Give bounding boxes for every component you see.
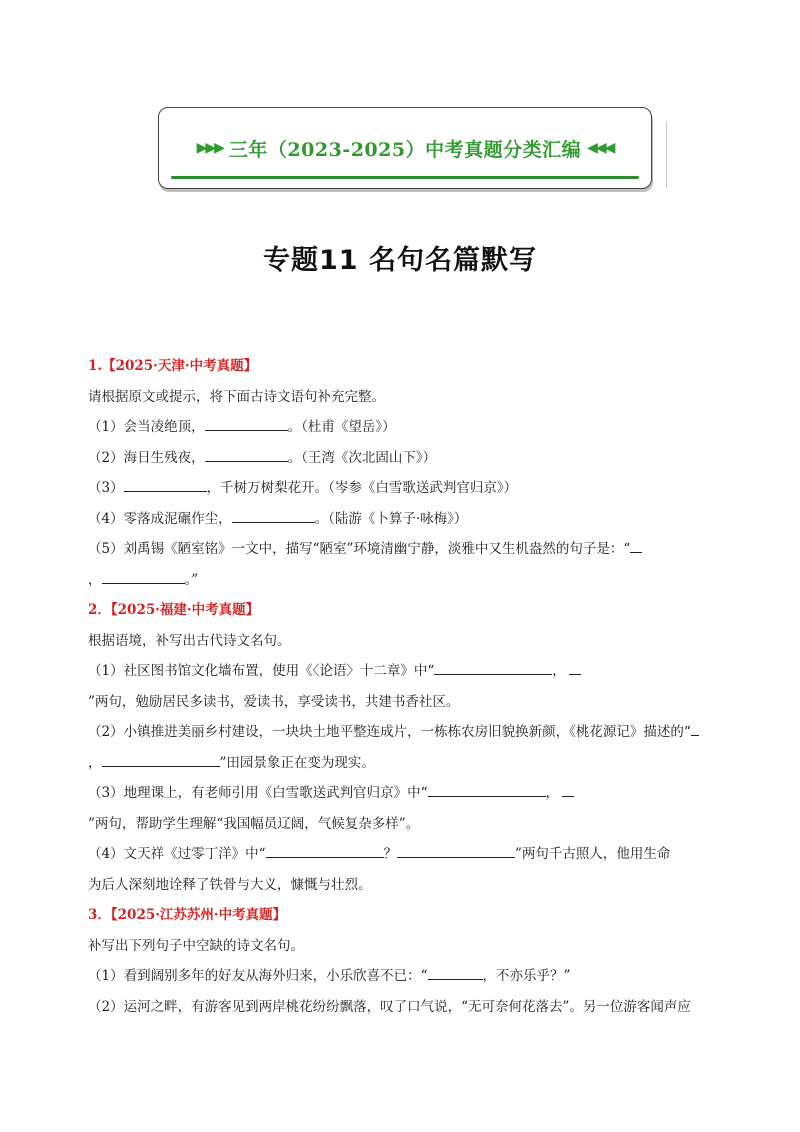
answer-blank[interactable] <box>397 843 515 858</box>
answer-blank[interactable] <box>205 416 288 431</box>
q1-item-5-cont-pre: ， <box>88 571 102 588</box>
q1-instruction: 请根据原文或提示，将下面古诗文语句补充完整。 <box>88 388 385 405</box>
title-banner <box>158 107 652 189</box>
q2-item-3-mid: ， <box>545 785 559 801</box>
banner-text: 三年（2023-2025）中考真题分类汇编 <box>228 138 582 161</box>
answer-blank[interactable] <box>428 965 483 980</box>
q2-item-4-mid: ？ <box>383 846 397 862</box>
banner-edge-divider <box>666 122 667 188</box>
answer-blank[interactable] <box>562 782 574 797</box>
answer-blank[interactable] <box>434 660 552 675</box>
q1-source: 【2025·天津·中考真题】 <box>102 358 258 374</box>
q2-item-2 <box>88 717 728 748</box>
questions-content <box>88 351 728 1022</box>
q3-item-1 <box>88 961 728 992</box>
q2-item-3-pre: （3）地理课上，有老师引用《白雪歌送武判官归京》中“ <box>88 785 428 801</box>
answer-blank[interactable] <box>232 508 315 523</box>
q2-item-4-pre: （4）文天祥《过零丁洋》中“ <box>88 846 266 862</box>
q2-item-4-cont: 为后人深刻地诠释了铁骨与大义，慷慨与壮烈。 <box>88 876 372 893</box>
q2-item-3-cont: ”两句，帮助学生理解“我国幅员辽阔，气候复杂多样”。 <box>88 815 420 832</box>
q1-item-1 <box>88 412 728 443</box>
q1-item-1-pre: （1）会当凌绝顶， <box>88 419 205 435</box>
banner-underline <box>171 176 639 179</box>
q2-item-3 <box>88 778 728 809</box>
q3-item-1-pre: （1）看到阔别多年的好友从海外归来，小乐欣喜不已：“ <box>88 968 428 984</box>
answer-blank[interactable] <box>691 721 699 736</box>
q2-item-4 <box>88 839 728 870</box>
answer-blank[interactable] <box>266 843 384 858</box>
q1-item-3-post: ，千树万树梨花开。（岑参《白雪歌送武判官归京》） <box>206 480 518 496</box>
q1-item-5-pre: （5）刘禹锡《陋室铭》一文中，描写“陋室”环境清幽宁静，淡雅中又生机盎然的句子是：“ <box>88 541 631 557</box>
q2-source: 【2025·福建·中考真题】 <box>110 602 260 618</box>
q2-item-4-post: ”两句千古照人，他用生命 <box>515 846 671 862</box>
answer-blank[interactable] <box>630 538 642 553</box>
q1-item-2 <box>88 443 728 474</box>
q2-item-1-cont: ”两句，勉励居民多读书，爱读书，享受读书，共建书香社区。 <box>88 693 460 710</box>
q2-item-1-pre: （1）社区图书馆文化墙布置，使用《〈论语〉十二章》中“ <box>88 663 435 679</box>
q1-item-4-post: 。（陆游《卜算子·咏梅》） <box>314 510 468 527</box>
answer-blank[interactable] <box>124 477 207 492</box>
q1-item-5 <box>88 534 728 565</box>
q1-item-2-post: 。（王湾《次北固山下》） <box>287 449 437 466</box>
answer-blank[interactable] <box>102 752 220 767</box>
answer-blank[interactable] <box>102 569 185 584</box>
q2-item-1-mid: ， <box>552 663 566 679</box>
q2-number: 2． <box>88 602 111 618</box>
q2-item-2-cont-post: ”田园景象正在变为现实。 <box>219 754 375 771</box>
q1-header <box>88 351 728 382</box>
triple-arrow-left-icon: ◀◀◀ <box>587 140 614 156</box>
q1-item-3-pre: （3） <box>88 480 124 496</box>
q3-source: 【2025·江苏苏州·中考真题】 <box>110 907 287 923</box>
q1-item-1-post: 。（杜甫《望岳》） <box>287 419 396 435</box>
q1-item-4 <box>88 504 728 535</box>
triple-arrow-right-icon: ▶▶▶ <box>196 140 223 156</box>
q3-item-2: （2）运河之畔，有游客见到两岸桃花纷纷飘落，叹了口气说，“无可奈何花落去”。另一位游客闻声应 <box>88 998 691 1015</box>
q1-item-3 <box>88 473 728 504</box>
q2-item-2-cont <box>88 748 728 779</box>
answer-blank[interactable] <box>428 782 546 797</box>
answer-blank[interactable] <box>569 660 581 675</box>
q1-number: 1. <box>88 358 103 374</box>
q1-item-2-pre: （2）海日生残夜， <box>88 449 205 466</box>
q2-item-1 <box>88 656 728 687</box>
q2-instruction: 根据语境，补写出古代诗文名句。 <box>88 632 291 649</box>
q1-item-5-cont-post: 。” <box>184 571 199 588</box>
q3-header <box>88 900 728 931</box>
q3-instruction: 补写出下列句子中空缺的诗文名句。 <box>88 937 304 954</box>
q1-item-5-cont <box>88 565 728 596</box>
document-title: 专题11 名句名篇默写 <box>263 245 537 276</box>
q2-item-2-pre: （2）小镇推进美丽乡村建设，一块块土地平整连成片，一栋栋农房旧貌换新颜，《桃花源记》描述的“ <box>88 724 691 740</box>
answer-blank[interactable] <box>205 447 288 462</box>
q1-item-4-pre: （4）零落成泥碾作尘， <box>88 510 232 527</box>
q2-item-2-cont-pre: ， <box>88 754 102 771</box>
q2-header <box>88 595 728 626</box>
q3-number: 3． <box>88 907 111 923</box>
q3-item-1-post: ，不亦乐乎？” <box>482 968 571 984</box>
